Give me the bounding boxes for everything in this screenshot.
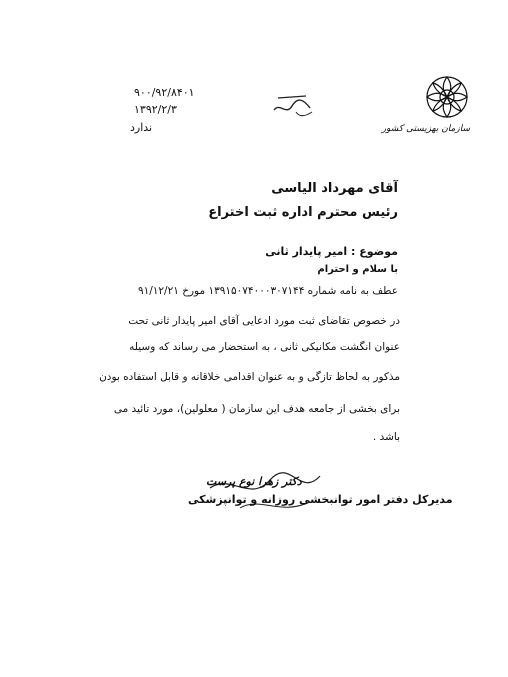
salutation: با سلام و احترام — [317, 264, 398, 275]
recipient-title: رئیس محترم اداره ثبت اختراع — [208, 205, 398, 220]
organization-caption: سازمان بهزیستی کشور — [381, 124, 470, 134]
reference-line: عطف به نامه شماره ۱۳۹۱۵۰۷۴۰۰۰۳۰۷۱۴۴ مورخ ۹۱/۱۲/۲۱ — [137, 285, 398, 297]
recipient-name: آقای مهرداد الیاسی — [271, 181, 398, 196]
body-line: برای بخشی از جامعه هدف این سازمان ( معلولین)، مورد تائید می — [113, 403, 400, 415]
subject-line: موضوع : امیر پایدار ثانی — [265, 245, 398, 258]
letter-attachment: ندارد — [130, 121, 153, 134]
signatory-title: مدیرکل دفتر امور توانبخشی روزانه و توانپزشکی — [188, 493, 453, 506]
body-line: عنوان انگشت مکانیکی ثانی ، به استحضار می رساند که وسیله — [129, 341, 400, 353]
bismillah-handwriting — [270, 92, 316, 122]
organization-logo-icon — [424, 74, 470, 120]
body-line: در خصوص تقاضای ثبت مورد ادعایی آقای امیر پایدار ثانی تحت — [128, 315, 400, 327]
signatory-name: دکتر زهرا نوع پرست — [206, 475, 302, 488]
letter-date: ۱۳۹۲/۲/۳ — [134, 103, 177, 116]
body-line: مذکور به لحاظ تازگی و به عنوان اقدامی خلاقانه و قابل استفاده بودن — [99, 371, 400, 383]
body-line: باشد . — [372, 431, 400, 443]
letter-number: ۹۰۰/۹۲/۸۴۰۱ — [134, 86, 195, 99]
